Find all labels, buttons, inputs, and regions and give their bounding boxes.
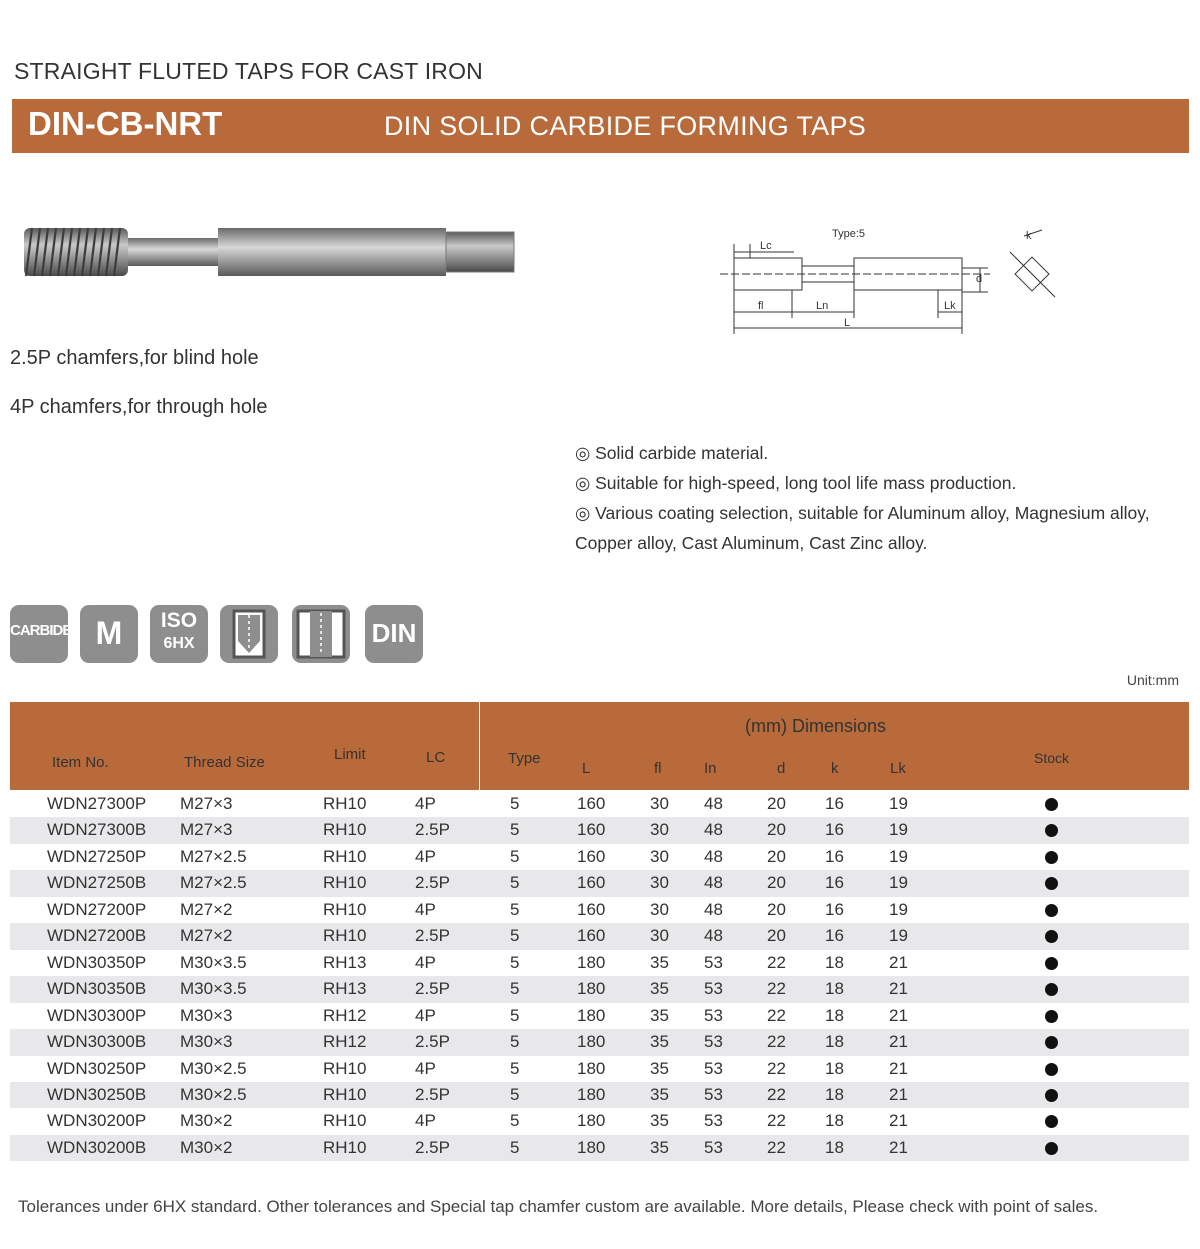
- table-cell: 160: [577, 926, 606, 946]
- table-cell: 5: [510, 1111, 520, 1131]
- model-code: DIN-CB-NRT: [28, 105, 223, 142]
- table-cell: 21: [889, 1058, 908, 1078]
- table-cell: 48: [704, 846, 723, 866]
- col-ln: In: [704, 760, 717, 777]
- col-type: Type: [508, 750, 541, 767]
- table-cell: 2.5P: [415, 1084, 450, 1104]
- table-cell: 30: [650, 873, 669, 893]
- table-cell: 16: [825, 820, 844, 840]
- table-cell: RH10: [323, 899, 367, 919]
- table-cell: 4P: [415, 952, 436, 972]
- table-cell: 35: [650, 1032, 669, 1052]
- table-row: [10, 870, 1189, 897]
- table-cell: WDN30350B: [47, 979, 147, 999]
- table-cell: 5: [510, 820, 520, 840]
- table-cell: WDN27200B: [47, 926, 147, 946]
- table-cell: RH12: [323, 1032, 367, 1052]
- table-cell: 16: [825, 794, 844, 813]
- table-cell: 21: [889, 1111, 908, 1131]
- table-cell: 18: [825, 952, 844, 972]
- table-cell: 21: [889, 1084, 908, 1104]
- table-cell: 22: [767, 952, 786, 972]
- table-cell: M30×2: [180, 1137, 233, 1157]
- unit-label: Unit:mm: [1126, 672, 1179, 688]
- table-cell: M27×3: [180, 794, 233, 813]
- table-cell: 22: [767, 1058, 786, 1078]
- in-stock-dot-icon: [1045, 877, 1058, 890]
- in-stock-dot-icon: [1045, 851, 1058, 864]
- din-badge-label: DIN: [371, 618, 417, 648]
- table-cell: 5: [510, 873, 520, 893]
- din-badge: [365, 605, 423, 663]
- table-cell: 35: [650, 952, 669, 972]
- col-dimensions: (mm) Dimensions: [745, 716, 887, 736]
- chamfer-note-blind: 2.5P chamfers,for blind hole: [10, 347, 259, 369]
- diagram-label-d: d: [976, 273, 983, 285]
- table-header: [10, 702, 1189, 790]
- table-row: [10, 1056, 1189, 1083]
- table-cell: 5: [510, 1005, 520, 1025]
- table-cell: WDN30250B: [47, 1084, 147, 1104]
- table-cell: 19: [889, 794, 908, 813]
- carbide-badge: [10, 605, 72, 663]
- table-cell: 30: [650, 926, 669, 946]
- in-stock-dot-icon: [1045, 1142, 1058, 1155]
- table-cell: 30: [650, 899, 669, 919]
- col-stock: Stock: [1034, 750, 1070, 766]
- table-cell: 22: [767, 1084, 786, 1104]
- table-cell: RH12: [323, 1005, 367, 1025]
- table-cell: 5: [510, 846, 520, 866]
- blind-hole-icon: [220, 605, 278, 663]
- table-cell: 35: [650, 1111, 669, 1131]
- table-cell: 21: [889, 979, 908, 999]
- title-banner: [12, 99, 1189, 153]
- table-cell: 30: [650, 846, 669, 866]
- table-cell: 48: [704, 873, 723, 893]
- col-k: k: [831, 760, 839, 777]
- table-cell: 160: [577, 873, 606, 893]
- table-cell: 22: [767, 1005, 786, 1025]
- table-cell: 180: [577, 1084, 606, 1104]
- table-cell: M30×2.5: [180, 1058, 247, 1078]
- table-cell: 20: [767, 820, 786, 840]
- table-row: [10, 1029, 1189, 1056]
- table-row: [10, 791, 1189, 818]
- table-cell: 20: [767, 926, 786, 946]
- table-cell: 18: [825, 1084, 844, 1104]
- table-cell: WDN30250P: [47, 1058, 147, 1078]
- table-cell: 35: [650, 979, 669, 999]
- table-cell: RH13: [323, 952, 367, 972]
- table-cell: 2.5P: [415, 1032, 450, 1052]
- table-row: [10, 950, 1189, 977]
- table-cell: 19: [889, 820, 908, 840]
- table-cell: M27×2: [180, 926, 233, 946]
- table-cell: WDN27300P: [47, 794, 147, 813]
- diagram-label-l: L: [844, 317, 851, 329]
- table-cell: RH10: [323, 794, 367, 813]
- in-stock-dot-icon: [1045, 1089, 1058, 1102]
- table-row: [10, 1108, 1189, 1135]
- tap-dimension-diagram: [710, 222, 1070, 334]
- product-title: DIN SOLID CARBIDE FORMING TAPS: [384, 111, 867, 141]
- table-cell: 19: [889, 899, 908, 919]
- table-cell: RH10: [323, 1137, 367, 1157]
- table-cell: 21: [889, 1032, 908, 1052]
- table-cell: 35: [650, 1137, 669, 1157]
- table-cell: 4P: [415, 846, 436, 866]
- table-cell: 5: [510, 926, 520, 946]
- col-thread: Thread Size: [184, 754, 265, 771]
- table-cell: 4P: [415, 794, 436, 813]
- table-row: [10, 1082, 1189, 1109]
- table-cell: 16: [825, 926, 844, 946]
- table-cell: 21: [889, 1005, 908, 1025]
- page-subtitle: STRAIGHT FLUTED TAPS FOR CAST IRON: [14, 58, 483, 84]
- table-cell: 48: [704, 794, 723, 813]
- table-cell: 5: [510, 979, 520, 999]
- table-cell: 20: [767, 846, 786, 866]
- table-cell: 22: [767, 979, 786, 999]
- table-cell: 4P: [415, 899, 436, 919]
- table-cell: M27×2.5: [180, 873, 247, 893]
- table-cell: 180: [577, 1137, 606, 1157]
- table-cell: 180: [577, 952, 606, 972]
- table-cell: RH13: [323, 979, 367, 999]
- table-cell: 35: [650, 1005, 669, 1025]
- iso-badge: [150, 605, 208, 663]
- table-cell: 160: [577, 820, 606, 840]
- table-cell: 53: [704, 1005, 723, 1025]
- table-cell: 22: [767, 1032, 786, 1052]
- chamfer-note-through: 4P chamfers,for through hole: [10, 396, 268, 418]
- in-stock-dot-icon: [1045, 1036, 1058, 1049]
- table-cell: 18: [825, 1111, 844, 1131]
- table-cell: 180: [577, 1111, 606, 1131]
- table-cell: WDN30300P: [47, 1005, 147, 1025]
- footer-note: Tolerances under 6HX standard. Other tolerances and Special tap chamfer custom are available. More details, Please check with point of sales.: [18, 1197, 1099, 1216]
- table-row: [10, 976, 1189, 1003]
- in-stock-dot-icon: [1045, 1115, 1058, 1128]
- table-cell: 22: [767, 1137, 786, 1157]
- col-limit: Limit: [334, 746, 366, 763]
- table-cell: 19: [889, 873, 908, 893]
- in-stock-dot-icon: [1045, 1010, 1058, 1023]
- table-cell: 180: [577, 1032, 606, 1052]
- table-cell: 5: [510, 794, 520, 813]
- table-cell: 180: [577, 1058, 606, 1078]
- diagram-label-lk: Lk: [944, 300, 956, 312]
- diagram-label-fl: fl: [758, 300, 764, 312]
- table-cell: WDN27250B: [47, 873, 147, 893]
- through-hole-icon: [292, 605, 350, 663]
- table-row: [10, 897, 1189, 924]
- table-cell: 30: [650, 820, 669, 840]
- feature-item: ◎ Various coating selection, suitable for Aluminum alloy, Magnesium alloy,: [575, 503, 1150, 523]
- table-cell: 53: [704, 952, 723, 972]
- table-cell: 4P: [415, 1058, 436, 1078]
- table-cell: M30×2.5: [180, 1084, 247, 1104]
- table-cell: 30: [650, 794, 669, 813]
- table-cell: 53: [704, 1111, 723, 1131]
- table-cell: 18: [825, 1058, 844, 1078]
- table-cell: 53: [704, 979, 723, 999]
- table-cell: WDN27200P: [47, 899, 147, 919]
- table-cell: RH10: [323, 1058, 367, 1078]
- table-cell: 53: [704, 1058, 723, 1078]
- in-stock-dot-icon: [1045, 1063, 1058, 1076]
- table-cell: 5: [510, 899, 520, 919]
- in-stock-dot-icon: [1045, 930, 1058, 943]
- table-cell: RH10: [323, 1084, 367, 1104]
- table-cell: M30×2: [180, 1111, 233, 1131]
- table-cell: 2.5P: [415, 873, 450, 893]
- table-cell: 160: [577, 794, 606, 813]
- table-cell: WDN30300B: [47, 1032, 147, 1052]
- table-cell: RH10: [323, 926, 367, 946]
- metric-badge-label: M: [95, 615, 123, 651]
- table-cell: 2.5P: [415, 926, 450, 946]
- feature-item: Copper alloy, Cast Aluminum, Cast Zinc alloy.: [575, 533, 928, 553]
- table-cell: M30×3: [180, 1032, 233, 1052]
- table-cell: 53: [704, 1084, 723, 1104]
- table-cell: RH10: [323, 1111, 367, 1131]
- table-cell: 180: [577, 979, 606, 999]
- table-cell: 18: [825, 1137, 844, 1157]
- table-row: [10, 1135, 1189, 1162]
- table-cell: M27×2: [180, 899, 233, 919]
- table-cell: 2.5P: [415, 979, 450, 999]
- carbide-badge-label: CARBIDE: [10, 622, 72, 639]
- table-cell: 5: [510, 952, 520, 972]
- table-cell: 5: [510, 1032, 520, 1052]
- table-cell: 35: [650, 1058, 669, 1078]
- table-cell: 2.5P: [415, 820, 450, 840]
- table-cell: 19: [889, 846, 908, 866]
- table-cell: 20: [767, 873, 786, 893]
- table-cell: 16: [825, 846, 844, 866]
- table-cell: M27×2.5: [180, 846, 247, 866]
- table-cell: 5: [510, 1058, 520, 1078]
- table-cell: M30×3.5: [180, 952, 247, 972]
- table-cell: 20: [767, 899, 786, 919]
- iso-badge-line1: ISO: [160, 609, 198, 632]
- table-cell: 160: [577, 899, 606, 919]
- table-cell: 20: [767, 794, 786, 813]
- table-row: [10, 817, 1189, 844]
- table-cell: 53: [704, 1032, 723, 1052]
- table-cell: 48: [704, 899, 723, 919]
- col-l: L: [582, 760, 591, 777]
- table-cell: WDN27250P: [47, 846, 147, 866]
- table-cell: RH10: [323, 846, 367, 866]
- in-stock-dot-icon: [1045, 983, 1058, 996]
- in-stock-dot-icon: [1045, 824, 1058, 837]
- table-cell: 16: [825, 873, 844, 893]
- table-cell: 160: [577, 846, 606, 866]
- table-cell: 22: [767, 1111, 786, 1131]
- feature-item: ◎ Suitable for high-speed, long tool life mass production.: [575, 473, 1017, 493]
- table-cell: 5: [510, 1137, 520, 1157]
- table-cell: 18: [825, 979, 844, 999]
- table-cell: WDN30200P: [47, 1111, 147, 1131]
- table-row: [10, 923, 1189, 950]
- table-cell: M30×3.5: [180, 979, 247, 999]
- table-cell: 21: [889, 952, 908, 972]
- table-row: [10, 844, 1189, 871]
- table-cell: RH10: [323, 820, 367, 840]
- col-fl: fl: [654, 760, 662, 777]
- table-cell: 18: [825, 1032, 844, 1052]
- table-cell: 19: [889, 926, 908, 946]
- in-stock-dot-icon: [1045, 904, 1058, 917]
- table-cell: M27×3: [180, 820, 233, 840]
- col-d: d: [777, 760, 786, 777]
- table-cell: 5: [510, 1084, 520, 1104]
- table-cell: 48: [704, 820, 723, 840]
- table-cell: 48: [704, 926, 723, 946]
- diagram-label-ln: Ln: [816, 300, 829, 312]
- table-cell: M30×3: [180, 1005, 233, 1025]
- in-stock-dot-icon: [1045, 957, 1058, 970]
- table-cell: 2.5P: [415, 1137, 450, 1157]
- col-item: Item No.: [52, 754, 109, 771]
- tap-product-image: [20, 218, 520, 282]
- table-cell: 35: [650, 1084, 669, 1104]
- diagram-label-lc: Lc: [760, 240, 772, 252]
- table-cell: 21: [889, 1137, 908, 1157]
- table-row: [10, 1003, 1189, 1030]
- in-stock-dot-icon: [1045, 798, 1058, 811]
- table-cell: WDN30350P: [47, 952, 147, 972]
- metric-badge: [80, 605, 138, 663]
- diagram-type-label: Type:5: [832, 228, 866, 240]
- table-cell: 180: [577, 1005, 606, 1025]
- table-cell: RH10: [323, 873, 367, 893]
- col-lc: LC: [426, 749, 446, 766]
- col-lk: Lk: [890, 760, 906, 777]
- table-cell: 4P: [415, 1005, 436, 1025]
- table-cell: WDN30200B: [47, 1137, 147, 1157]
- iso-badge-line2: 6HX: [163, 635, 195, 652]
- table-cell: 18: [825, 1005, 844, 1025]
- table-cell: 16: [825, 899, 844, 919]
- feature-item: ◎ Solid carbide material.: [575, 443, 769, 463]
- table-cell: WDN27300B: [47, 820, 147, 840]
- table-cell: 4P: [415, 1111, 436, 1131]
- table-cell: 53: [704, 1137, 723, 1157]
- diagram-label-k: k: [1026, 230, 1032, 242]
